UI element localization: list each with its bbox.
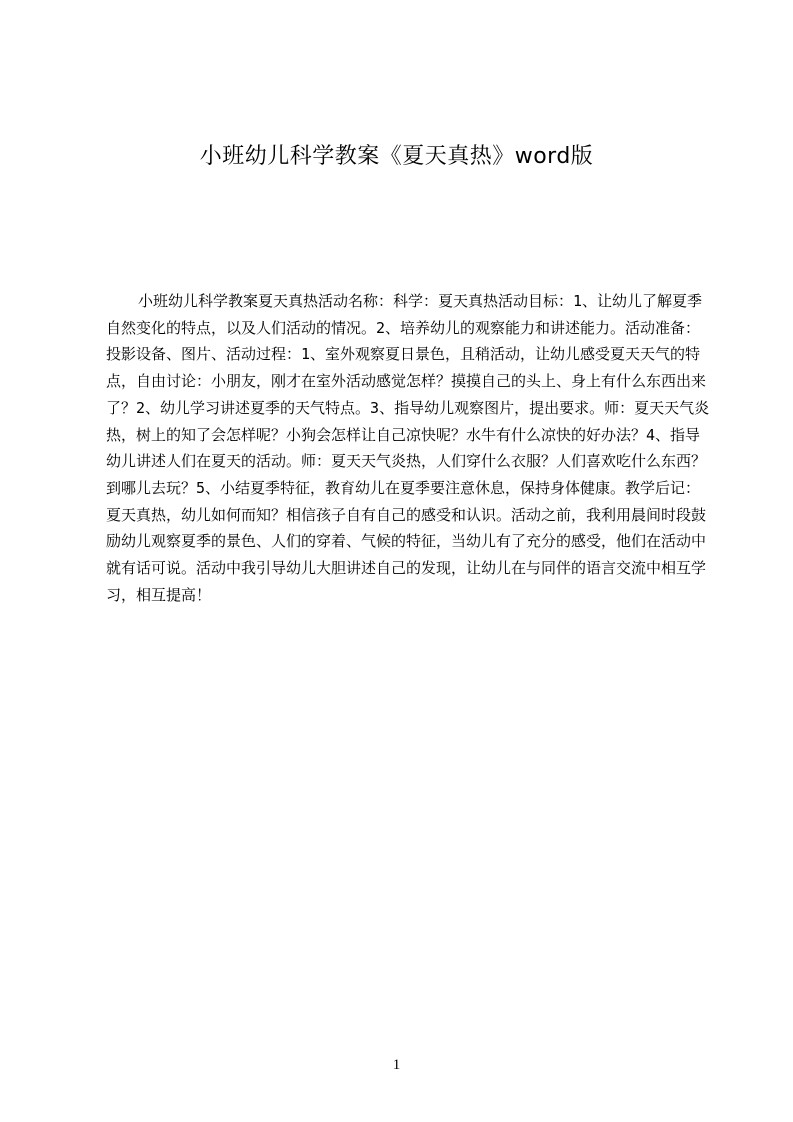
document-body-paragraph: 小班幼儿科学教案夏天真热活动名称：科学：夏天真热活动目标：1、让幼儿了解夏季自然变化的特点，以及人们活动的情况。2、培养幼儿的观察能力和讲述能力。活动准备：投影设备、图片、活动过程：1、室外观察夏日景色，且稍活动，让幼儿感受夏天天气的特点，自由讨论：小朋友，刚才在室外活动感觉怎样？摸摸自己的头上、身上有什么东西出来了？2、幼儿学习讲述夏季的天气特点。3、指导幼儿观察图片，提出要求。师：夏天天气炎热，树上的知了会怎样呢？小狗会怎样让自己凉快呢？水牛有什么凉快的好办法？4、指导幼儿讲述人们在夏天的活动。师：夏天天气炎热，人们穿什么衣服？人们喜欢吃什么东西？到哪儿去玩？5、小结夏季特征，教育幼儿在夏季要注意休息，保持身体健康。教学后记：夏天真热，幼儿如何而知？相信孩子自有自己的感受和认识。活动之前，我利用晨间时段鼓励幼儿观察夏季的景色、人们的穿着、气候的特征，当幼儿有了充分的感受，他们在活动中就有话可说。活动中我引导幼儿大胆讲述自己的发现，让幼儿在与同伴的语言交流中相互学习，相互提高！: [106, 292, 710, 604]
page-number: 1: [392, 1057, 401, 1073]
document-title: 小班幼儿科学教案《夏天真热》word版: [199, 144, 594, 169]
